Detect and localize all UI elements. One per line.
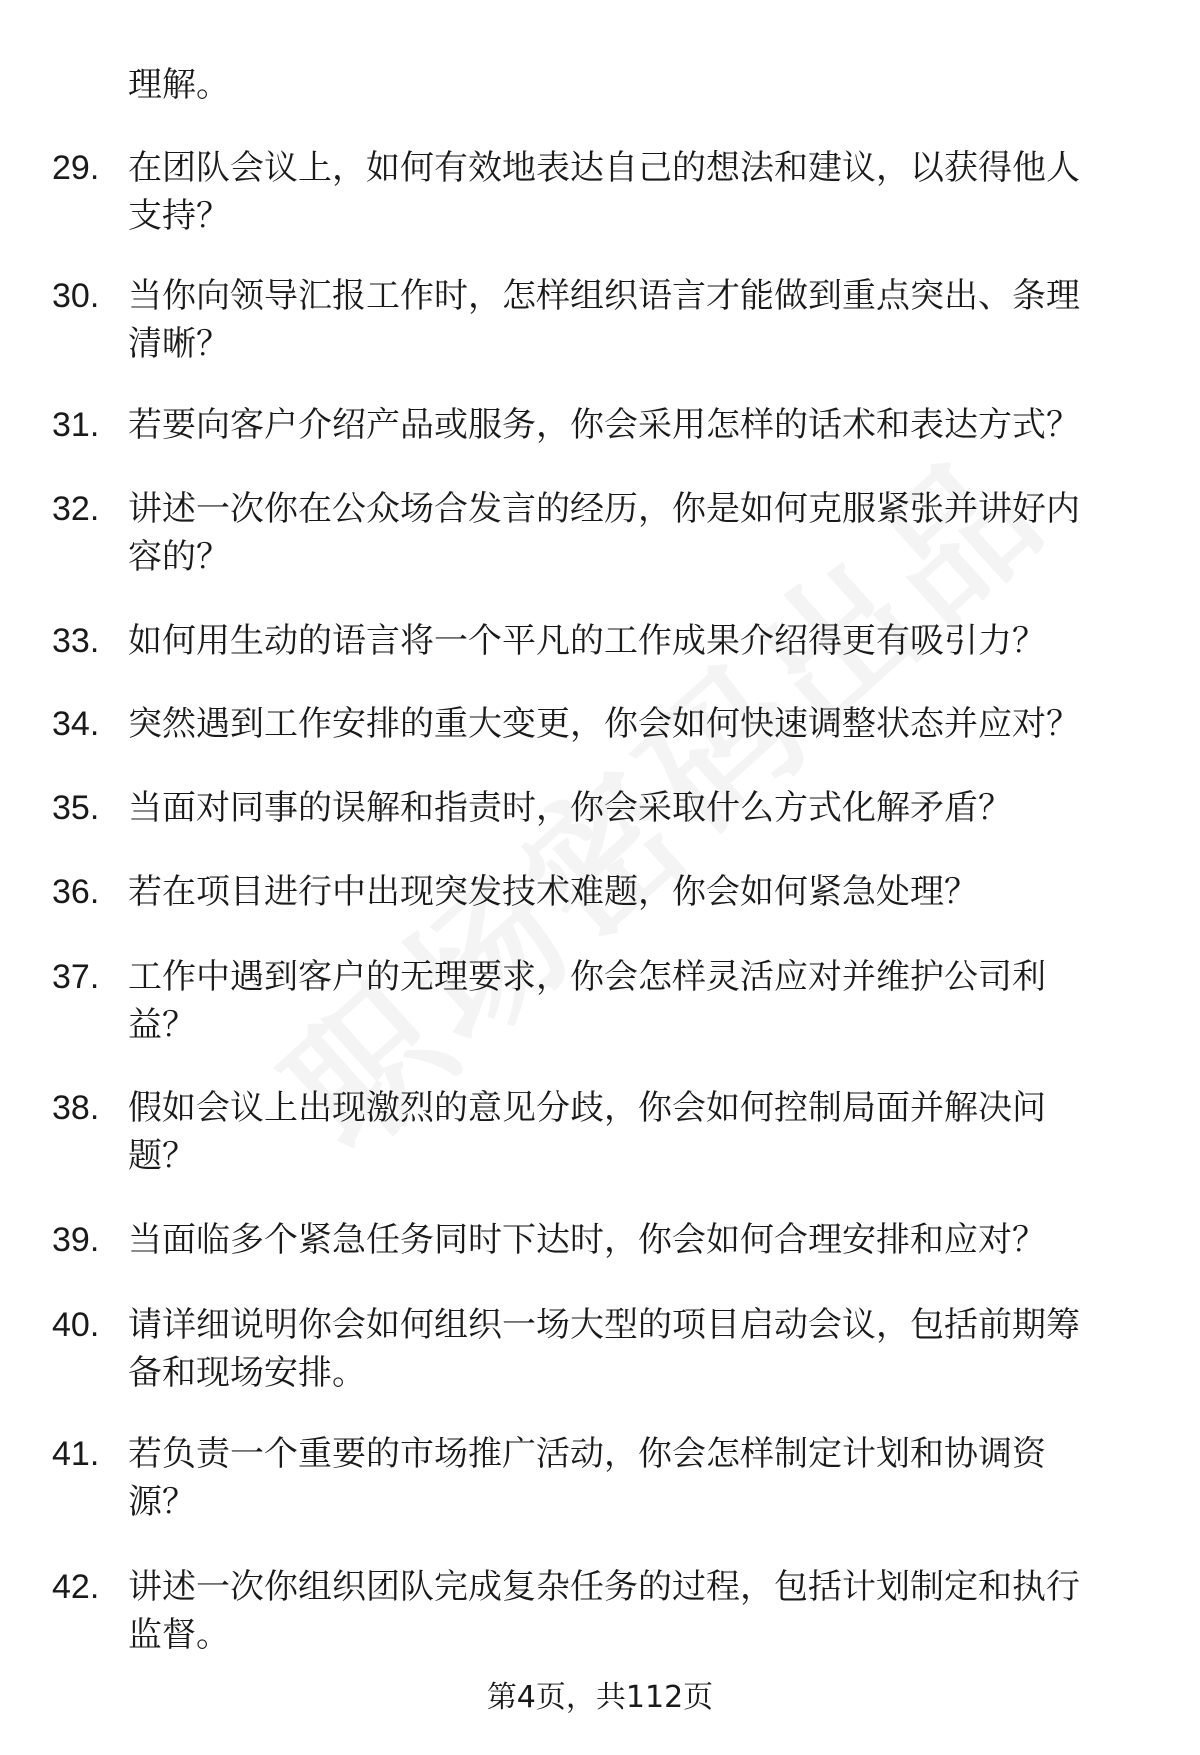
page-footer: 第4页，共112页 bbox=[486, 1680, 714, 1715]
item-text: 当你向领导汇报工作时，怎样组织语言才能做到重点突出、条理 bbox=[128, 276, 1080, 316]
item-text: 当面对同事的误解和指责时，你会采取什么方式化解矛盾？ bbox=[128, 788, 1012, 828]
item-number: 37. bbox=[52, 958, 100, 996]
item-text: 当面临多个紧急任务同时下达时，你会如何合理安排和应对？ bbox=[128, 1220, 1046, 1260]
item-text: 讲述一次你组织团队完成复杂任务的过程，包括计划制定和执行 bbox=[128, 1567, 1080, 1607]
item-text: 题？ bbox=[128, 1136, 196, 1176]
item-text: 假如会议上出现激烈的意见分歧，你会如何控制局面并解决问 bbox=[128, 1088, 1046, 1128]
item-text: 源？ bbox=[128, 1482, 196, 1522]
item-number: 36. bbox=[52, 873, 100, 911]
item-text: 清晰？ bbox=[128, 324, 230, 364]
item-text: 讲述一次你在公众场合发言的经历，你是如何克服紧张并讲好内 bbox=[128, 489, 1080, 529]
item-text: 突然遇到工作安排的重大变更，你会如何快速调整状态并应对？ bbox=[128, 704, 1080, 744]
item-number: 39. bbox=[52, 1221, 100, 1259]
item-text: 益？ bbox=[128, 1005, 196, 1045]
item-text: 监督。 bbox=[128, 1615, 230, 1655]
item-number: 33. bbox=[52, 622, 100, 660]
item-number: 32. bbox=[52, 490, 100, 528]
item-text: 若负责一个重要的市场推广活动，你会怎样制定计划和协调资 bbox=[128, 1434, 1046, 1474]
item-text: 支持？ bbox=[128, 196, 230, 236]
item-text: 容的？ bbox=[128, 537, 230, 577]
item-number: 30. bbox=[52, 277, 100, 315]
item-text: 工作中遇到客户的无理要求，你会怎样灵活应对并维护公司利 bbox=[128, 957, 1046, 997]
item-number: 29. bbox=[52, 149, 100, 187]
item-text: 如何用生动的语言将一个平凡的工作成果介绍得更有吸引力？ bbox=[128, 621, 1046, 661]
item-text: 若要向客户介绍产品或服务，你会采用怎样的话术和表达方式？ bbox=[128, 405, 1080, 445]
item-number: 34. bbox=[52, 705, 100, 743]
item-text: 备和现场安排。 bbox=[128, 1353, 366, 1393]
item-number: 41. bbox=[52, 1435, 100, 1473]
item-number: 42. bbox=[52, 1568, 100, 1606]
item-number: 40. bbox=[52, 1306, 100, 1344]
item-text: 在团队会议上，如何有效地表达自己的想法和建议，以获得他人 bbox=[128, 148, 1080, 188]
item-number: 35. bbox=[52, 789, 100, 827]
item-text: 请详细说明你会如何组织一场大型的项目启动会议，包括前期筹 bbox=[128, 1305, 1080, 1345]
item-text: 若在项目进行中出现突发技术难题，你会如何紧急处理？ bbox=[128, 872, 978, 912]
item-number: 38. bbox=[52, 1089, 100, 1127]
continuation-text: 理解。 bbox=[128, 65, 230, 105]
item-number: 31. bbox=[52, 406, 100, 444]
